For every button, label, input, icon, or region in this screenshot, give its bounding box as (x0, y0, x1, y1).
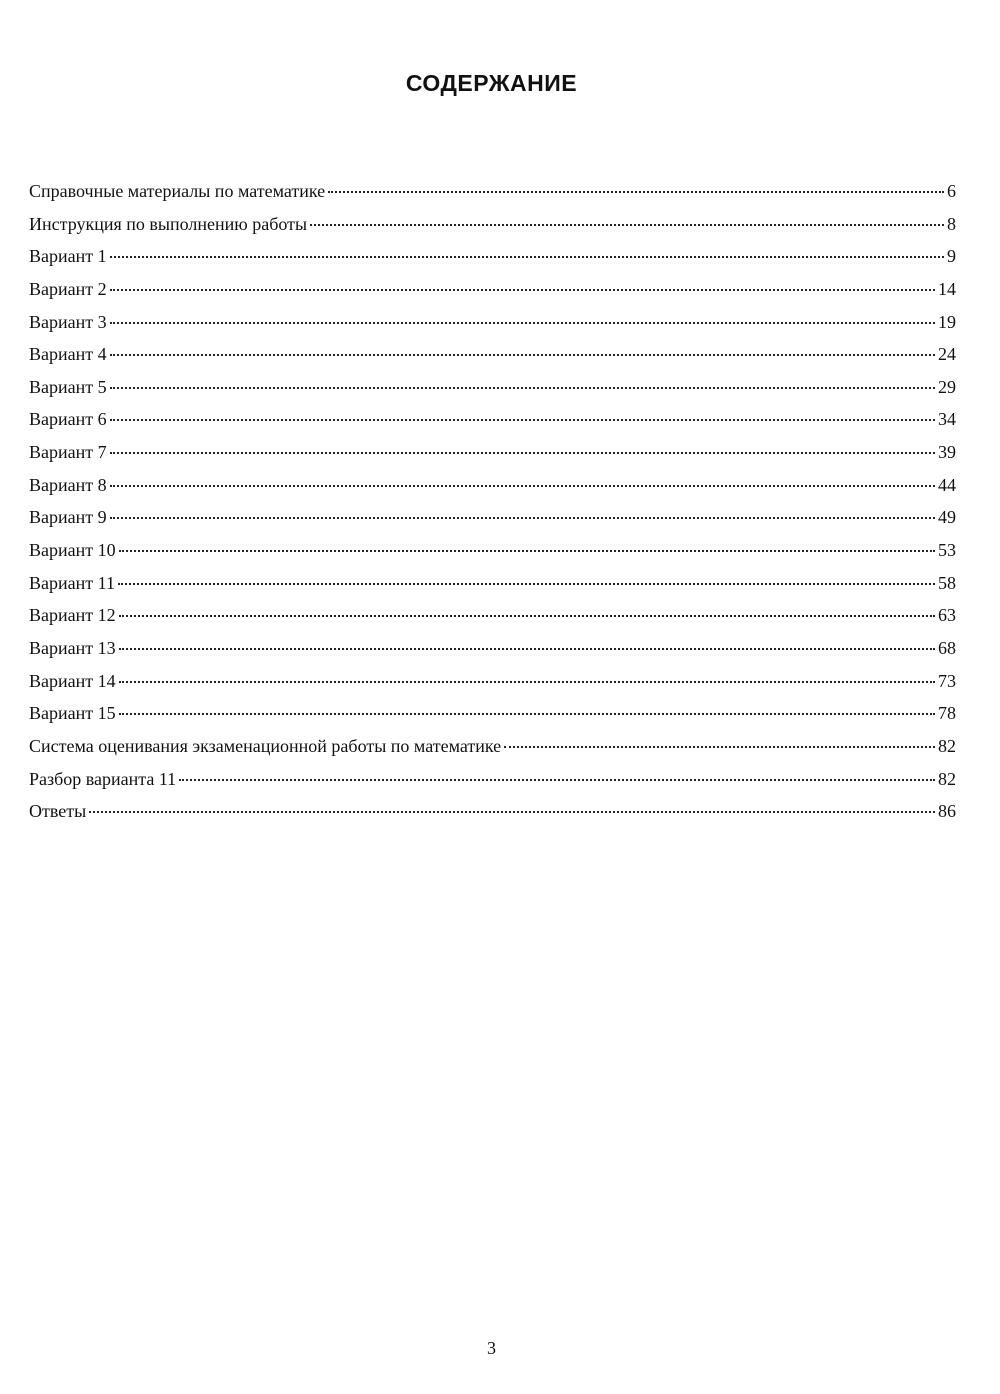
dot-leader (110, 485, 935, 487)
toc-entry-page: 73 (938, 670, 956, 691)
toc-entry[interactable] (29, 671, 956, 704)
toc-entry-label: Ответы (29, 801, 87, 822)
toc-entry-page: 82 (938, 735, 956, 756)
dot-leader (110, 517, 935, 519)
toc-entry[interactable] (29, 540, 956, 573)
toc-entry[interactable] (29, 181, 956, 214)
toc-entry[interactable] (29, 214, 956, 247)
toc-entry-label: Вариант 15 (29, 703, 116, 724)
toc-entry-page: 29 (938, 376, 956, 397)
toc-entry-page: 82 (938, 768, 956, 789)
toc-entry-label: Вариант 4 (29, 344, 107, 365)
toc-entry-label: Система оценивания экзаменационной работы по математике (29, 735, 502, 756)
toc-entry-label: Вариант 2 (29, 278, 107, 299)
toc-entry-label: Вариант 14 (29, 670, 116, 691)
dot-leader (119, 615, 935, 617)
toc-entry-label: Инструкция по выполнению работы (29, 213, 308, 234)
toc-entry-label: Вариант 1 (29, 246, 107, 267)
toc-entry-page: 44 (938, 474, 956, 495)
dot-leader (110, 322, 935, 324)
toc-entry[interactable] (29, 703, 956, 736)
toc-entry[interactable] (29, 507, 956, 540)
page-title: СОДЕРЖАНИЕ (405, 70, 578, 96)
toc-entry-label: Вариант 6 (29, 409, 107, 430)
toc-entry-page: 39 (938, 442, 956, 463)
toc-entry-label: Вариант 10 (29, 540, 116, 561)
toc-entry-page: 68 (938, 637, 956, 658)
toc-entry-label: Вариант 12 (29, 605, 116, 626)
toc-entry-label: Вариант 11 (29, 572, 115, 593)
toc-entry-page: 14 (938, 278, 956, 299)
dot-leader (110, 452, 935, 454)
dot-leader (118, 583, 935, 585)
dot-leader (119, 550, 935, 552)
dot-leader (310, 224, 944, 226)
toc-entry-page: 9 (947, 246, 956, 267)
dot-leader (89, 811, 935, 813)
dot-leader (179, 779, 935, 781)
toc-entry[interactable] (29, 573, 956, 606)
table-of-contents (29, 181, 956, 834)
dot-leader (110, 419, 935, 421)
toc-entry-page: 19 (938, 311, 956, 332)
dot-leader (119, 713, 935, 715)
dot-leader (110, 256, 944, 258)
toc-entry[interactable] (29, 769, 956, 802)
dot-leader (110, 354, 935, 356)
toc-entry-page: 63 (938, 605, 956, 626)
toc-entry-page: 86 (938, 801, 956, 822)
toc-entry-label: Вариант 5 (29, 376, 107, 397)
toc-entry[interactable] (29, 638, 956, 671)
dot-leader (110, 289, 935, 291)
toc-entry-page: 78 (938, 703, 956, 724)
toc-entry[interactable] (29, 409, 956, 442)
dot-leader (504, 746, 935, 748)
toc-entry-label: Справочные материалы по математике (29, 181, 326, 201)
toc-entry-page: 58 (938, 572, 956, 593)
dot-leader (119, 681, 935, 683)
toc-entry-label: Вариант 7 (29, 442, 107, 463)
toc-entry[interactable] (29, 279, 956, 312)
toc-entry-label: Вариант 8 (29, 474, 107, 495)
dot-leader (110, 387, 935, 389)
toc-entry-page: 34 (938, 409, 956, 430)
toc-entry[interactable] (29, 801, 956, 834)
toc-entry-label: Разбор варианта 11 (29, 768, 177, 789)
toc-entry-page: 24 (938, 344, 956, 365)
toc-entry[interactable] (29, 377, 956, 410)
toc-entry-page: 8 (947, 213, 956, 234)
dot-leader (328, 191, 944, 193)
toc-entry-page: 6 (947, 181, 956, 201)
toc-entry[interactable] (29, 344, 956, 377)
toc-entry[interactable] (29, 475, 956, 508)
toc-entry[interactable] (29, 736, 956, 769)
toc-entry-page: 53 (938, 540, 956, 561)
toc-entry[interactable] (29, 246, 956, 279)
dot-leader (119, 648, 935, 650)
page-number: 3 (487, 1338, 496, 1358)
toc-entry[interactable] (29, 442, 956, 475)
toc-entry-page: 49 (938, 507, 956, 528)
toc-entry-label: Вариант 13 (29, 637, 116, 658)
toc-entry-label: Вариант 3 (29, 311, 107, 332)
toc-entry[interactable] (29, 605, 956, 638)
toc-entry[interactable] (29, 312, 956, 345)
toc-entry-label: Вариант 9 (29, 507, 107, 528)
